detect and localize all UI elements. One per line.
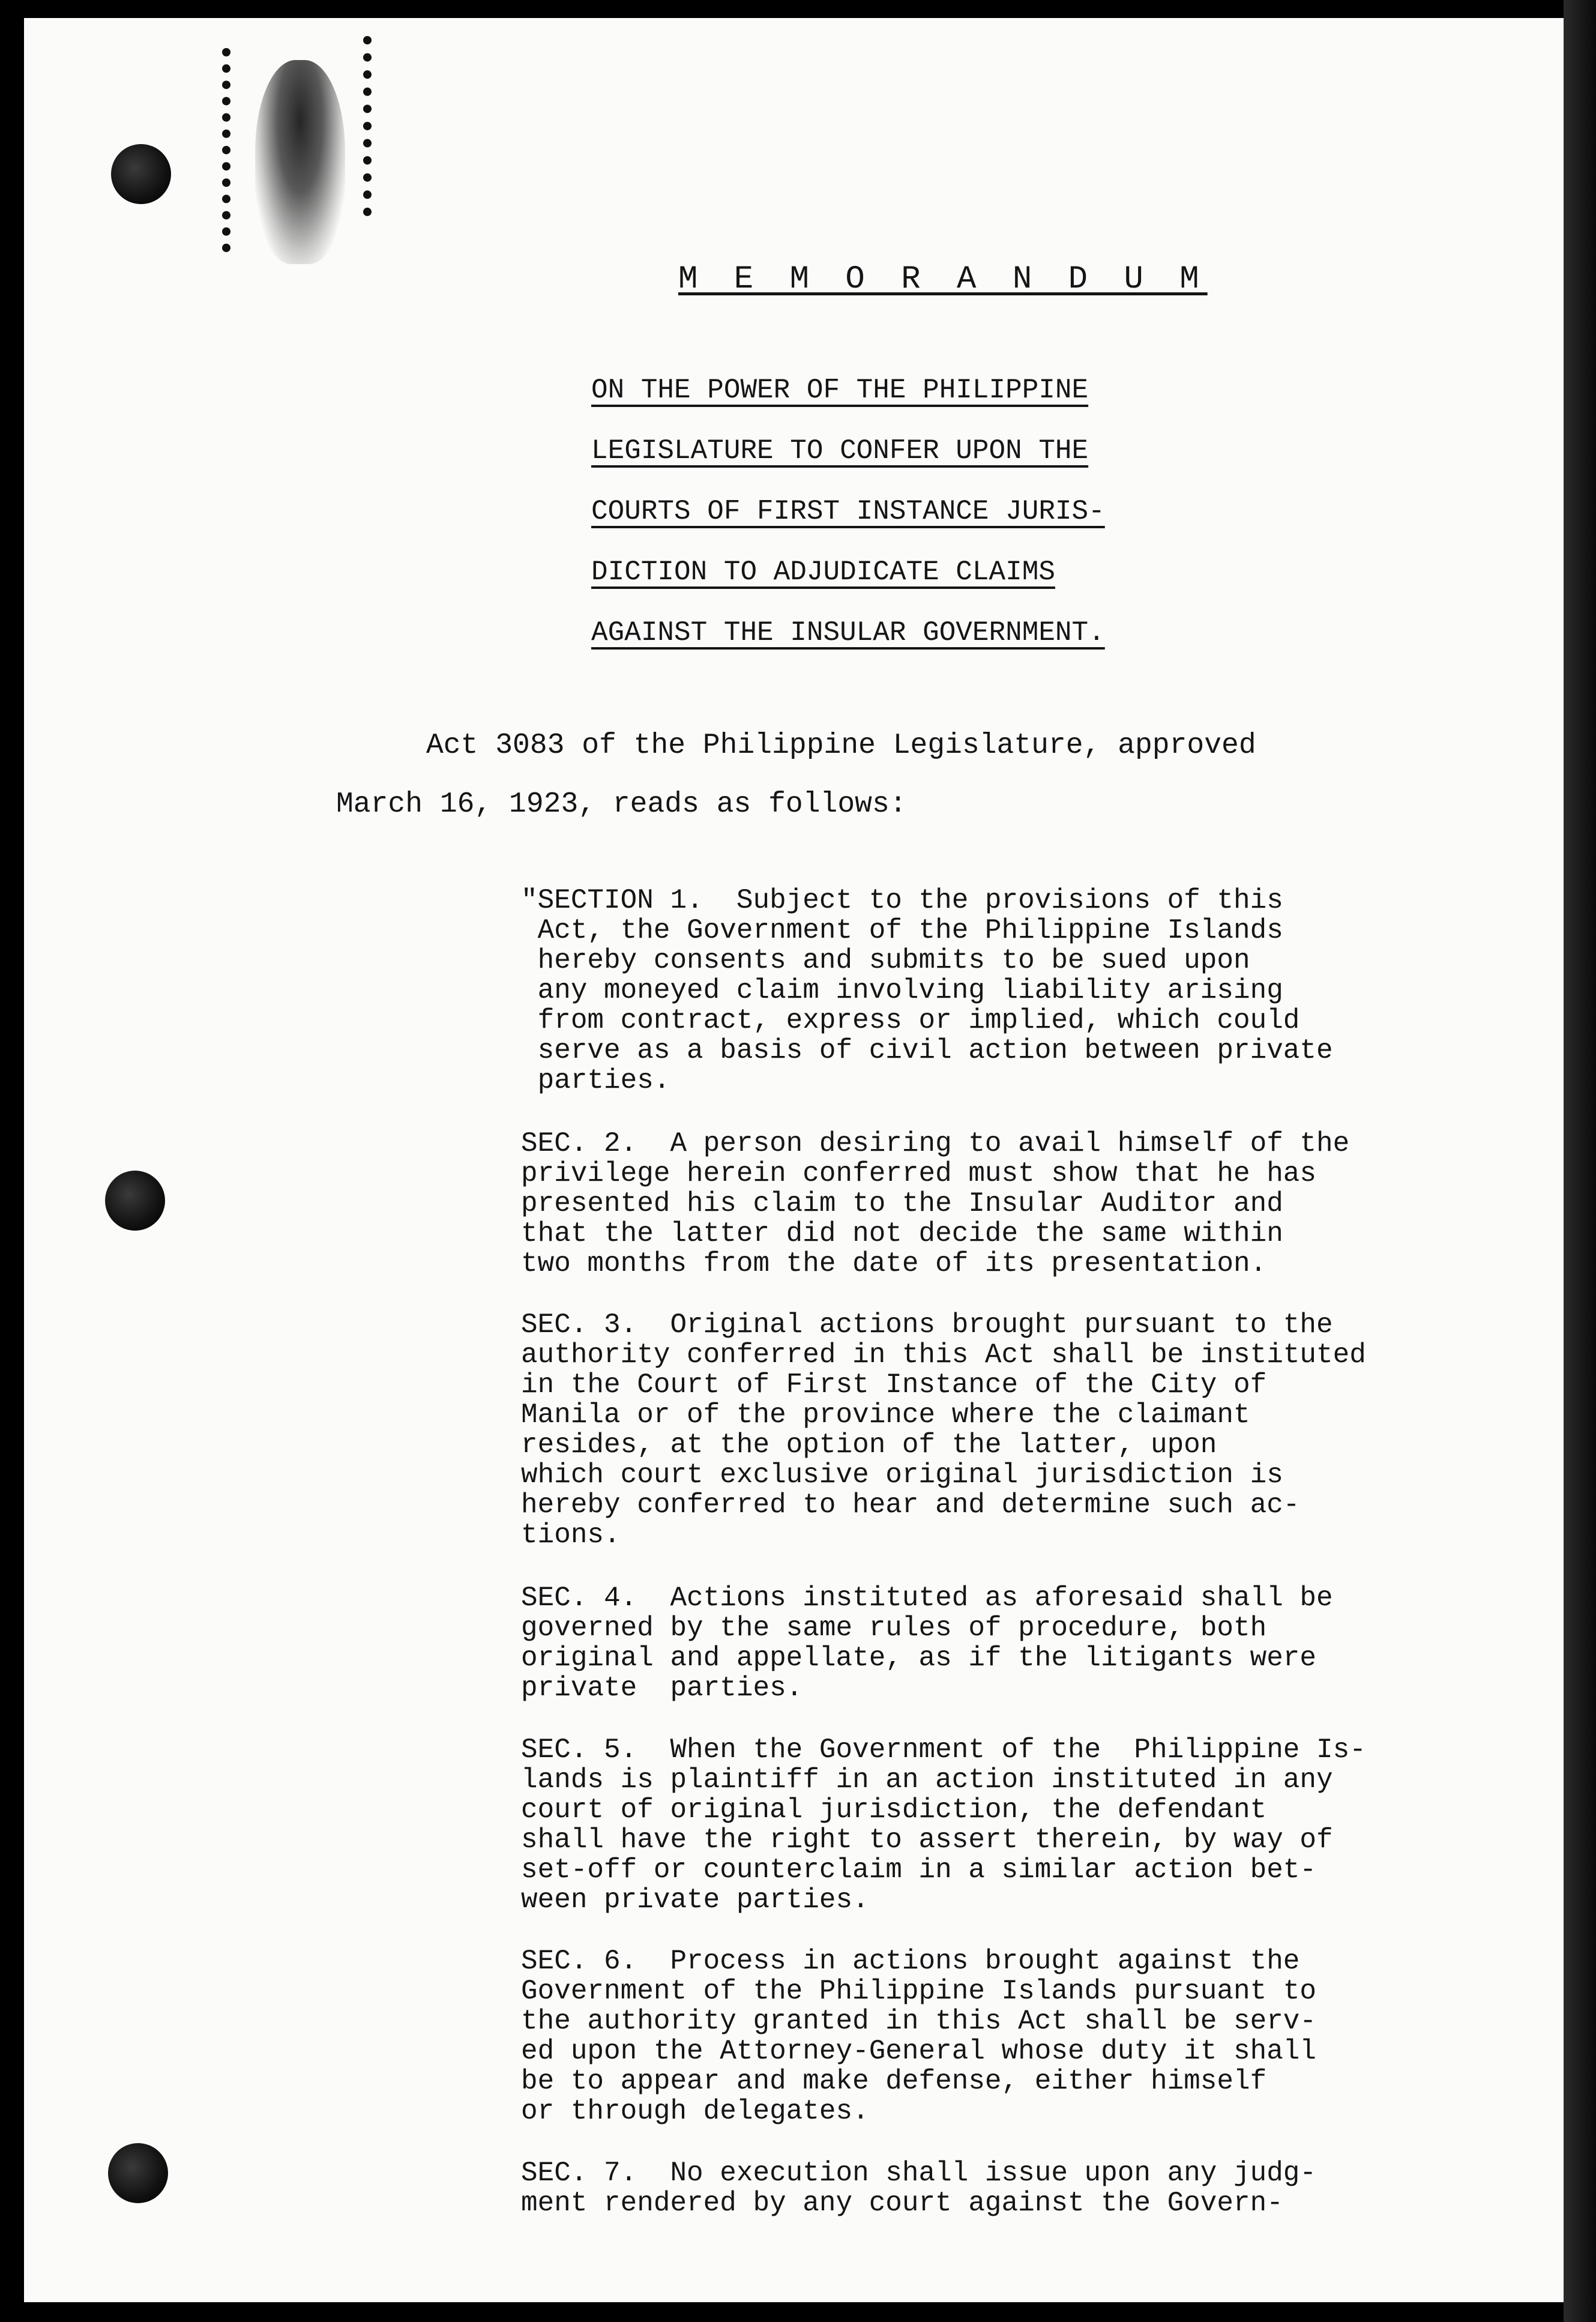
intro-line-1: Act 3083 of the Philippine Legislature, approved [426,729,1256,762]
document-page [24,18,1564,2302]
section-2: SEC. 2. A person desiring to avail himself of the privilege herein conferred must show that he has presented his claim to the Insular Auditor and that the latter did not decide the same within two months from the date of its presentation. [521,1128,1350,1279]
memo-subject: ON THE POWER OF THE PHILIPPINE LEGISLATURE TO CONFER UPON THE COURTS OF FIRST INSTANCE JURIS- DICTION TO ADJUDICATE CLAIMS AGAINST THE INSULAR GOVERNMENT. [591,375,1105,648]
ink-smudge [255,60,345,264]
memo-title: M E M O R A N D U M [678,261,1208,298]
section-4: SEC. 4. Actions instituted as aforesaid shall be governed by the same rules of procedure, both original and appellate, as if the litigants were private parties. [521,1582,1333,1704]
punch-hole-middle [105,1171,165,1231]
clip-mark-left [222,48,230,252]
punch-hole-bottom [108,2143,168,2203]
scan-edge [1564,0,1596,2322]
section-1: "SECTION 1. Subject to the provisions of this Act, the Government of the Philippine Islands hereby consents and submits to be sued upon any moneyed claim involving liability arising from contract, express or implied, which could serve as a basis of civil action between private parties. [521,885,1333,1096]
section-5: SEC. 5. When the Government of the Philippine Is- lands is plaintiff in an action instituted in any court of original jurisdiction, the defendant shall have the right to assert therein, by way of set-off or counterclaim in a similar action bet- ween private parties. [521,1734,1366,1916]
intro-line-2: March 16, 1923, reads as follows: [336,788,907,821]
section-7: SEC. 7. No execution shall issue upon any judg- ment rendered by any court against the Govern- [521,2158,1317,2219]
punch-hole-top [111,144,171,204]
section-6: SEC. 6. Process in actions brought against the Government of the Philippine Islands pursuant to the authority granted in this Act shall be serv- ed upon the Attorney-General whose duty it shall be to appear and make defense, either himself or through delegates. [521,1946,1317,2127]
clip-mark-right [363,36,372,216]
section-3: SEC. 3. Original actions brought pursuant to the authority conferred in this Act shall be instituted in the Court of First Instance of the City of Manila or of the province where the claimant resides, at the option of the latter, upon which court exclusive original jurisdiction is hereby conferred to hear and determine such ac- tions. [521,1309,1366,1551]
